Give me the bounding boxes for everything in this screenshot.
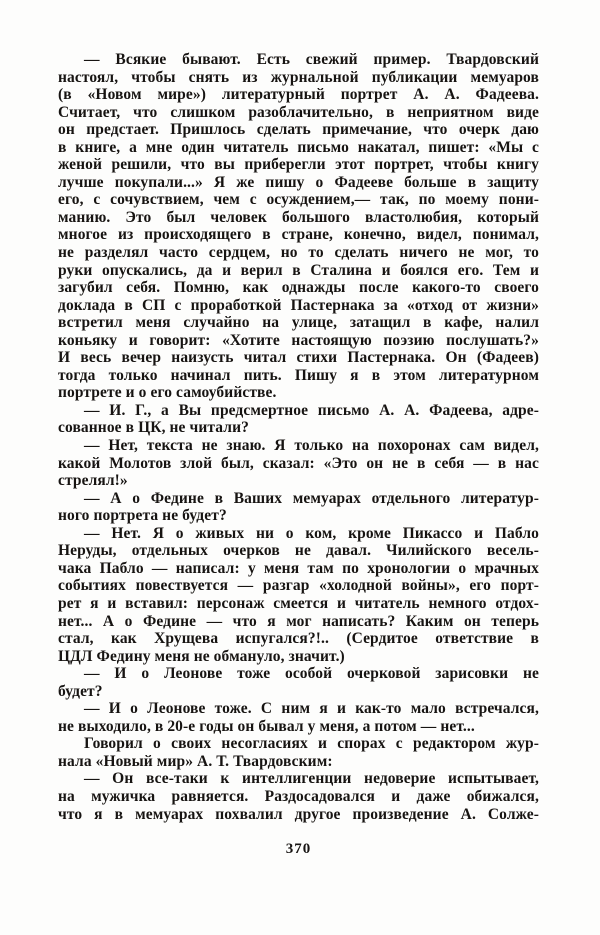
text-line: что я в мемуарах похвалил другое произведение А. Солже- — [58, 805, 539, 823]
text-line: женой решили, что вы приберегли этот портрет, чтобы книгу — [58, 156, 539, 174]
text-line: встретил меня случайно на улице, затащил в кафе, налил — [58, 314, 539, 332]
text-line: ного портрета не будет? — [58, 507, 227, 525]
text-line: он предстает. Пришлось сделать примечание, что очерк даю — [58, 121, 539, 139]
text-line: в книге, а мне один читатель письмо накатал, пишет: «Мы с — [58, 138, 539, 156]
text-line: сованное в ЦК, не читали? — [58, 419, 249, 437]
text-line: стал, как Хрущева испугался?!.. (Сердитое ответствие в — [58, 630, 539, 648]
text-line: будет? — [58, 682, 103, 700]
text-line: ЦДЛ Федину меня не обмануло, значит.) — [58, 647, 345, 665]
text-line: — Нет, текста не знаю. Я только на похоронах сам видел, — [84, 437, 539, 455]
text-line: на мужичка равняется. Раздосадовался и даже обижался, — [58, 787, 539, 805]
text-line: лучше покупали...» Я же пишу о Фадееве больше в защиту — [58, 173, 539, 191]
text-line: чака Пабло — написал: у меня там по хронологии о мрачных — [58, 559, 539, 577]
text-line: тогда только начинал пить. Пишу я в этом литературном — [58, 366, 539, 384]
text-line: нала «Новый мир» А. Т. Твардовским: — [58, 752, 333, 770]
text-line: коньяку и говорит: «Хотите настоящую поэзию послушать?» — [58, 331, 539, 349]
text-line: — Всякие бывают. Есть свежий пример. Твардовский — [84, 51, 539, 68]
page-number: 370 — [285, 841, 312, 857]
text-line: событиях повествуется — разгар «холодной войны», его порт- — [58, 577, 539, 595]
text-line: — И. Г., а Вы предсмертное письмо А. А. Фадеева, адре- — [84, 401, 539, 419]
text-line: И весь вечер наизусть читал стихи Пастернака. Он (Фадеев) — [58, 349, 539, 367]
text-line: — И о Леонове тоже. С ним я и как-то мало встречался, — [84, 700, 539, 718]
text-line: не выходило, в 20-е годы он бывал у меня, а потом — нет... — [58, 717, 475, 735]
text-line: Считает, что слишком разоблачительно, в неприятном виде — [58, 103, 539, 121]
text-line: — И о Леонове тоже особой очерковой зарисовки не — [84, 665, 539, 683]
text-line: не разделял часто сердцем, но то сделать ничего не мог, то — [58, 244, 539, 262]
text-line: многое из происходящего в стране, конечно, видел, понимал, — [58, 226, 539, 244]
text-line: руки опускались, да и верил в Сталина и боялся его. Тем и — [58, 261, 539, 279]
text-line: стрелял!» — [58, 472, 128, 490]
text-line: — Нет. Я о живых ни о ком, кроме Пикассо и Пабло — [84, 524, 539, 542]
text-line: рет я и вставил: персонаж смеется и читатель немного отдох- — [58, 594, 539, 612]
text-line: нет... А о Федине — что я мог написать? Каким он теперь — [58, 612, 539, 630]
text-line: доклада в СП с проработкой Пастернака за «отход от жизни» — [58, 296, 539, 314]
text-line: портрете и о его самоубийстве. — [58, 384, 277, 402]
text-line: какой Молотов злой был, сказал: «Это он не в себя — в нас — [58, 454, 539, 472]
text-line: настоял, чтобы снять из журнальной публикации мемуаров — [58, 68, 539, 86]
text-line: его, с сочувствием, чем с осуждением,— так, по моему пони- — [58, 191, 539, 209]
text-line: Говорил о своих несогласиях и спорах с редактором жур- — [84, 735, 539, 753]
page-text-block — [58, 51, 539, 823]
text-line: загубил себя. Помню, как однажды после какого-то своего — [58, 279, 539, 297]
text-line: Неруды, отдельных очерков не давал. Чилийского весель- — [58, 542, 539, 560]
text-line: манию. Это был человек большого властолюбия, который — [58, 208, 539, 226]
text-line: — Он все-таки к интеллигенции недоверие испытывает, — [84, 770, 539, 788]
text-line: (в «Новом мире») литературный портрет А. А. Фадеева. — [58, 86, 539, 104]
text-line: — А о Федине в Ваших мемуарах отдельного литератур- — [84, 489, 539, 507]
